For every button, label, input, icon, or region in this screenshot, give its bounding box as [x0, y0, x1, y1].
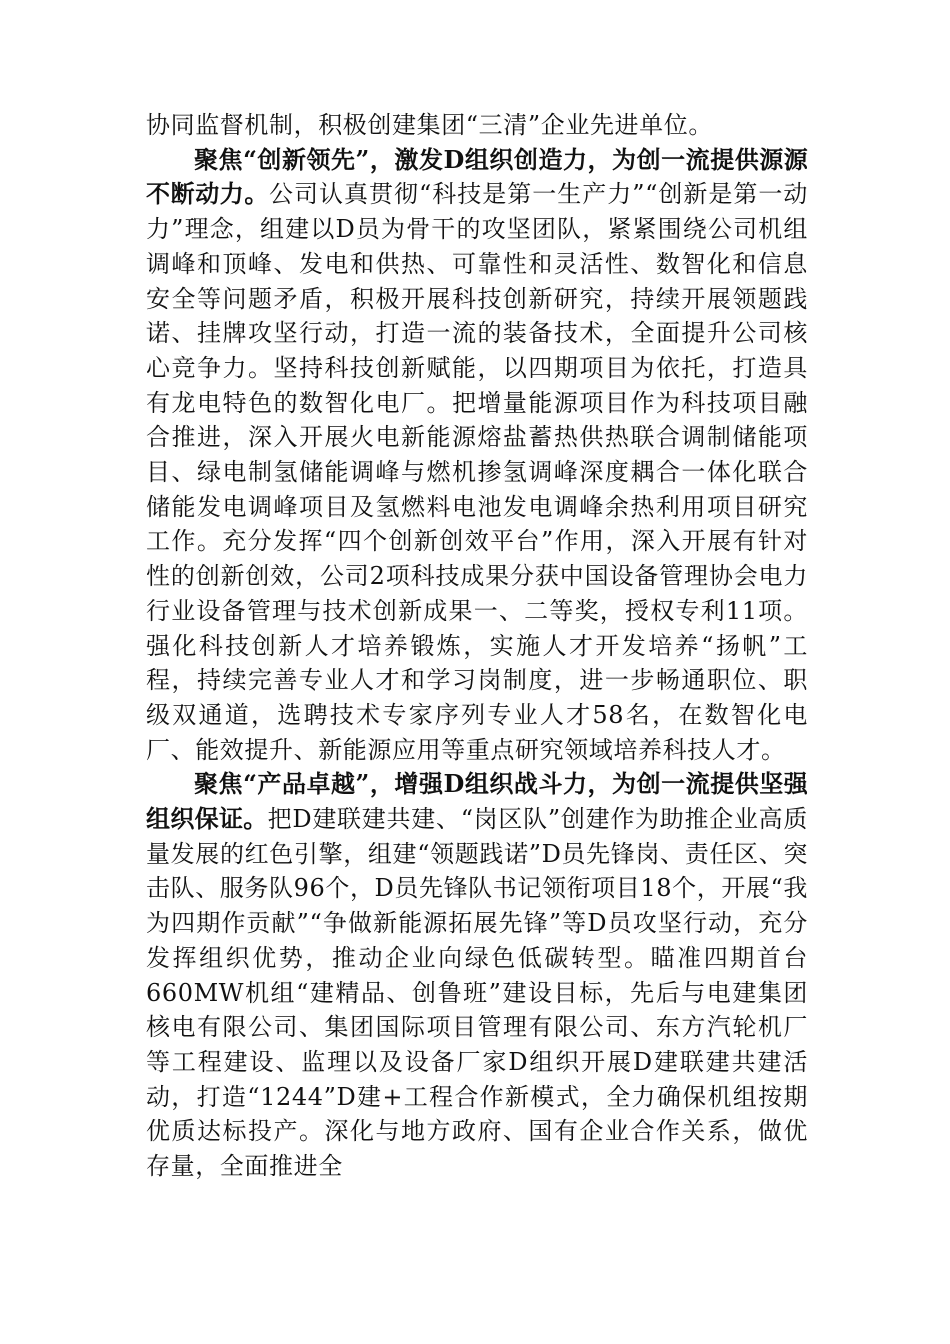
- paragraph-innovation: [146, 143, 808, 768]
- paragraph-heading: 聚焦“创新领先”，激发D组织创造力，为创一流提供源源不断动力。: [146, 144, 808, 209]
- paragraph-heading: 聚焦“产品卓越”，增强D组织战斗力，为创一流提供坚强组织保证。: [146, 769, 808, 834]
- paragraph-text: 公司认真贯彻“科技是第一生产力”“创新是第一动力”理念，组建以D员为骨干的攻坚团队，紧紧围绕公司机组调峰和顶峰、发电和供热、可靠性和灵活性、数智化和信息安全等问题矛盾，积极开展科技创新研究，持续开展领题践诺、挂牌攻坚行动，打造一流的装备技术，全面提升公司核心竞争力。坚持科技创新赋能，以四期项目为依托，打造具有龙电特色的数智化电厂。把增量能源项目作为科技项目融合推进，深入开展火电新能源熔盐蓄热供热联合调制储能项目、绿电制氢储能调峰与燃机掺氢调峰深度耦合一体化联合储能发电调峰项目及氢燃料电池发电调峰余热利用项目研究工作。充分发挥“四个创新创效平台”作用，深入开展有针对性的创新创效，公司2项科技成果分获中国设备管理协会电力行业设备管理与技术创新成果一、二等奖，授权专利11项。强化科技创新人才培养锻炼，实施人才开发培养“扬帆”工程，持续完善专业人才和学习岗制度，进一步畅通职位、职级双通道，选聘技术专家序列专业人才58名，在数智化电厂、能效提升、新能源应用等重点研究领域培养科技人才。: [146, 180, 808, 764]
- paragraph-text: 协同监督机制，积极创建集团“三清”企业先进单位。: [146, 111, 713, 139]
- document-body: [146, 108, 808, 1184]
- paragraph-continuation: [146, 108, 808, 143]
- paragraph-product: [146, 767, 808, 1183]
- paragraph-text: 把D建联建共建、“岗区队”创建作为助推企业高质量发展的红色引擎，组建“领题践诺”D员先锋岗、责任区、突击队、服务队96个，D员先锋队书记领衔项目18个，开展“我为四期作贡献”“争做新能源拓展先锋”等D员攻坚行动，充分发挥组织优势，推动企业向绿色低碳转型。瞄准四期首台660MW机组“建精品、创鲁班”建设目标，先后与电建集团核电有限公司、集团国际项目管理有限公司、东方汽轮机厂等工程建设、监理以及设备厂家D组织开展D建联建共建活动，打造“1244”D建+工程合作新模式，全力确保机组按期优质达标投产。深化与地方政府、国有企业合作关系，做优存量，全面推进全: [146, 805, 808, 1181]
